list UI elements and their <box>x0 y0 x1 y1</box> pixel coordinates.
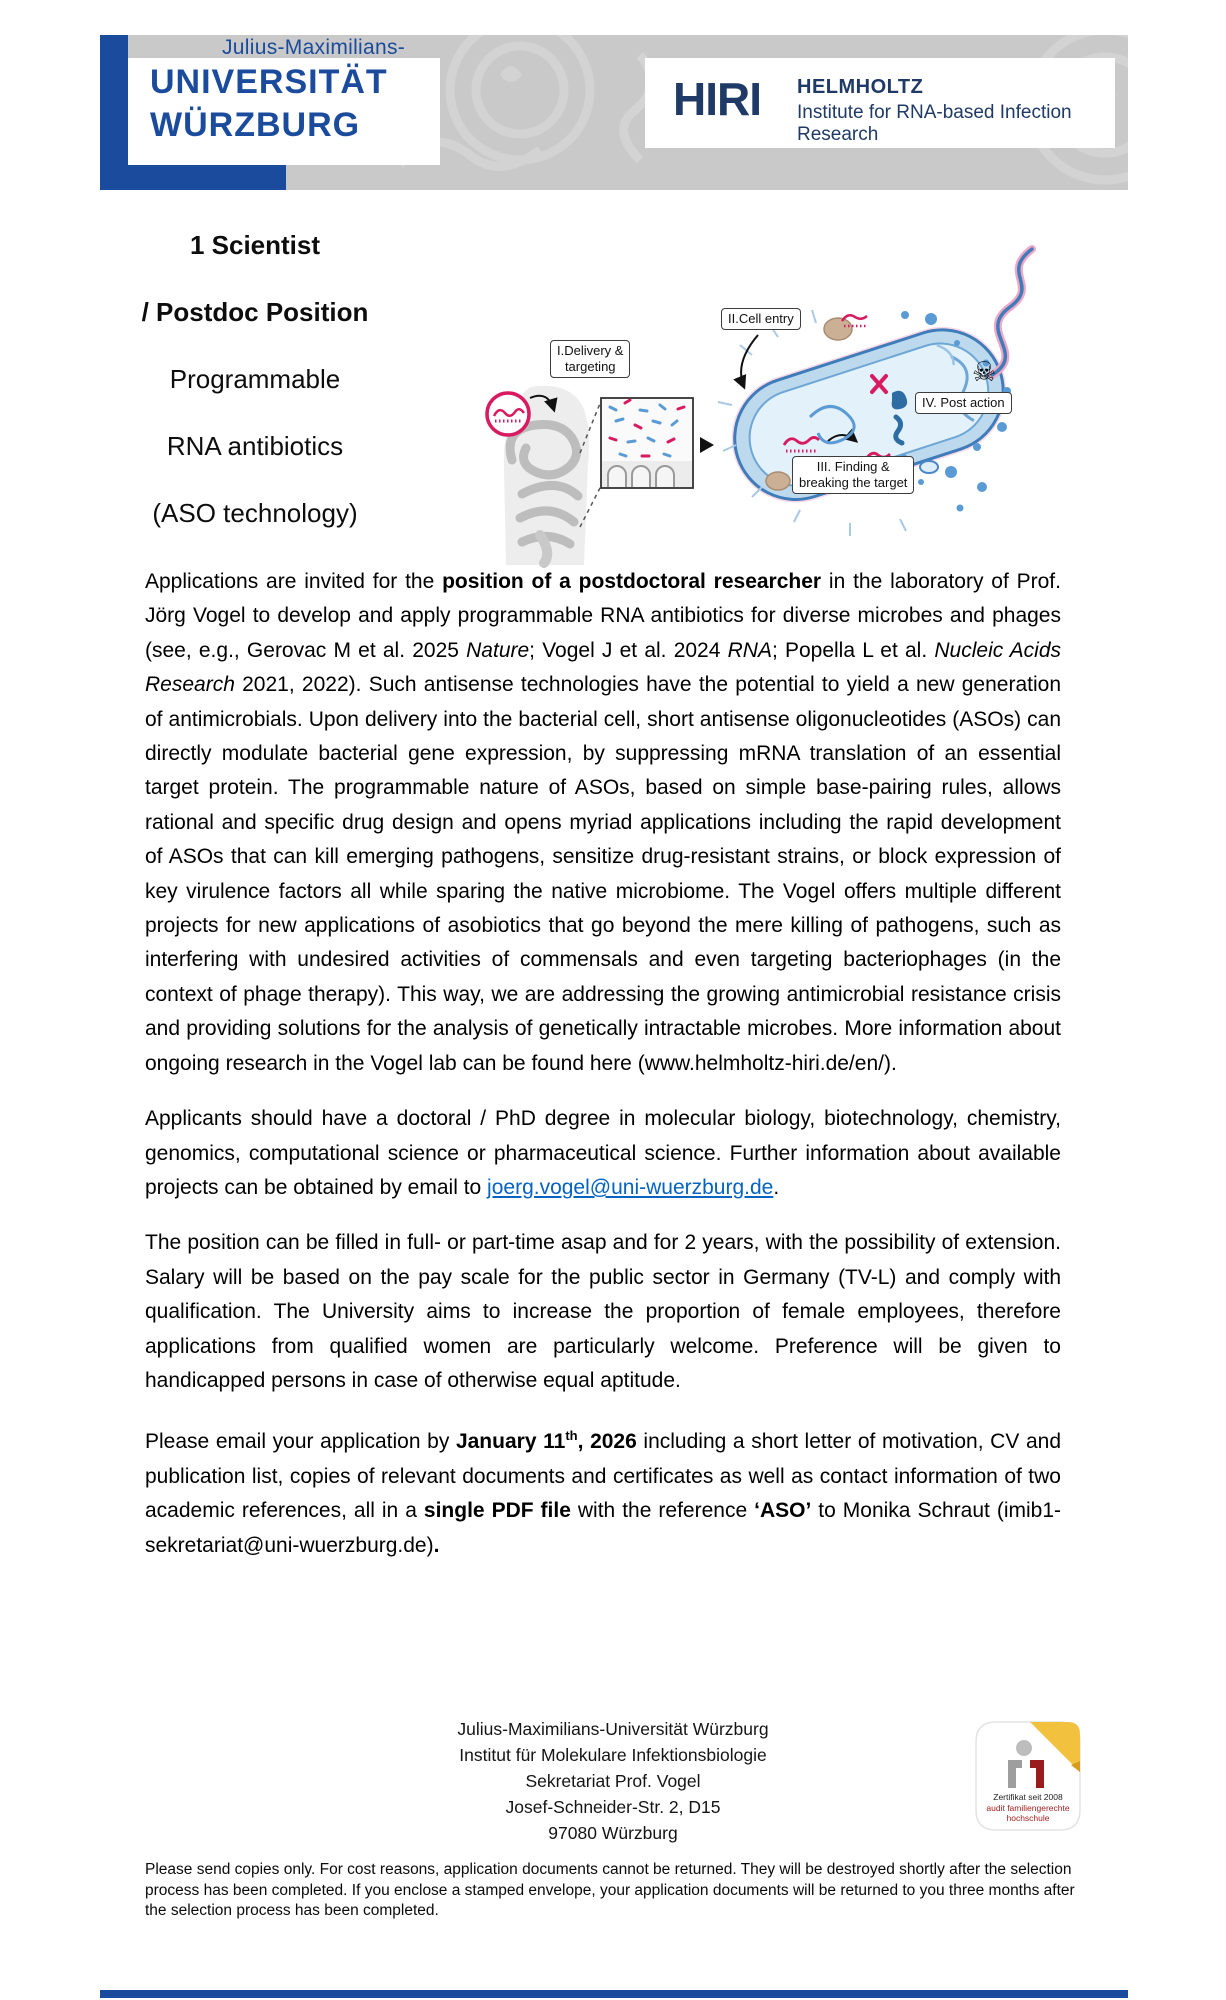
body-text <box>145 565 1061 1584</box>
title-line-3: Programmable <box>169 364 341 394</box>
flagellum-outline <box>992 249 1032 375</box>
title-line-5: (ASO technology) <box>152 498 358 528</box>
figure-step4-label: IV. Post action <box>915 392 1012 414</box>
aso-mechanism-figure <box>380 235 1060 570</box>
title-line-2: / Postdoc Position <box>141 297 369 327</box>
flagellum <box>992 249 1032 375</box>
contact-line-institute: Institut für Molekulare Infektionsbiologie <box>459 1745 767 1765</box>
cell-entry-arrow <box>741 335 758 387</box>
vesicle <box>920 461 938 473</box>
hiri-logo-subtitle: Institute for RNA-based Infection Research <box>797 102 1072 145</box>
email-link[interactable]: joerg.vogel@uni-wuerzburg.de <box>487 1175 774 1199</box>
jmu-logo-frame-bottom <box>100 165 286 190</box>
hiri-logo-acronym: HIRI <box>673 73 761 125</box>
hiri-logo-org: HELMHOLTZ <box>797 76 924 98</box>
paragraph-position-description: Applications are invited for the position of a postdoctoral researcher in the laboratory of Prof. Jörg Vogel to develop and apply programmable RNA antibiotics for diverse microbes and phages (see, e.g., Gerovac M et al. 2025 Nature; Vogel J et al. 2024 RNA; Popella L et al. Nucleic Acids Research 2021, 2022). Such antisense technologies have the potential to yield a new generation of antimicrobials. Upon delivery into the bacterial cell, short antisense oligonucleotides (ASOs) can directly modulate bacterial gene expression, by suppressing mRNA translation of an essential target protein. The programmable nature of ASOs, based on simple base-pairing rules, allows rational and specific drug design and opens myriad applications including the rapid development of ASOs that can kill emerging pathogens, sensitize drug-resistant strains, or block expression of key virulence factors all while sparing the native microbiome. The Vogel offers multiple different projects for new applications of asobiotics that go beyond the mere killing of pathogens, such as interfering with undesired activities of commensals and even targeting bacteriophages (in the context of phage therapy). This way, we are addressing the growing antimicrobial resistance crisis and providing solutions for the analysis of genetically intractable microbes. More information about ongoing research in the Vogel lab can be found here (www.helmholtz-hiri.de/en/). <box>145 570 1062 1075</box>
transition-arrow <box>700 437 714 453</box>
contact-line-street: Josef-Schneider-Str. 2, D15 <box>505 1797 721 1817</box>
jmu-logo-line1: UNIVERSITÄT <box>150 63 388 101</box>
contact-address-block <box>303 1716 923 1846</box>
paragraph-requirements: Applicants should have a doctoral / PhD degree in molecular biology, biotechnology, chemistry, genomics, computational science or pharmaceutical science. Further information about available projects can be obtained by email to joerg.vogel@uni-wuerzburg.de. <box>145 1107 1061 1199</box>
title-line-1: 1 Scientist <box>189 230 321 260</box>
family-audit-certificate-badge <box>972 1718 1084 1836</box>
contact-line-university: Julius-Maximilians-Universität Würzburg <box>457 1719 769 1739</box>
badge-text-certificate: Zertifikat seit 2008 <box>993 1792 1063 1802</box>
aso-ribosome-entry <box>824 315 868 340</box>
aso-capsule-circle <box>487 393 529 435</box>
contact-line-city: 97080 Würzburg <box>548 1823 678 1843</box>
figure-step3-label: III. Finding & breaking the target <box>792 456 914 494</box>
paragraph-conditions: The position can be filled in full- or part-time asap and for 2 years, with the possibility of extension. Salary will be based on the pay scale for the public sector in Germany (TV-L) and comply with qualification. The University aims to increase the proportion of female employees, therefore applications from qualified women are particularly welcome. Preference will be given to handicapped persons in case of otherwise equal aptitude. <box>145 1231 1061 1392</box>
contact-line-secretariat: Sekretariat Prof. Vogel <box>525 1771 701 1791</box>
figure-step2-label: II.Cell entry <box>721 308 801 330</box>
skull-crossbones-icon: ☠ <box>972 357 997 387</box>
footer-disclaimer: Please send copies only. For cost reasons, application documents cannot be returned. They will be destroyed shortly after the selection process has been completed. If you enclose a stamped envelope, your application documents will be returned to you three months after the selection process has been completed. <box>145 1861 1075 1919</box>
paragraph-application-instructions: Please email your application by January 11th, 2026 including a short letter of motivation, CV and publication list, copies of relevant documents and certificates as well as contact information of two academic references, all in a single PDF file with the reference ‘ASO’ to Monika Schraut (imib1-sekretariat@uni-wuerzburg.de). <box>145 1428 1061 1557</box>
gut-microbiome-inset <box>601 398 693 488</box>
hiri-logo <box>645 58 1115 148</box>
badge-text-audit: audit familiengerechte <box>986 1803 1070 1813</box>
jmu-logo-pretitle: Julius-Maximilians- <box>222 36 406 59</box>
title-line-4: RNA antibiotics <box>166 431 344 461</box>
position-title <box>138 228 372 563</box>
bottom-accent-bar <box>100 1990 1128 1998</box>
badge-person-head <box>1016 1740 1032 1756</box>
figure-step1-label: I.Delivery & targeting <box>550 340 630 378</box>
jmu-logo-line2: WÜRZBURG <box>150 106 361 144</box>
badge-text-hochschule: hochschule <box>1006 1813 1050 1823</box>
